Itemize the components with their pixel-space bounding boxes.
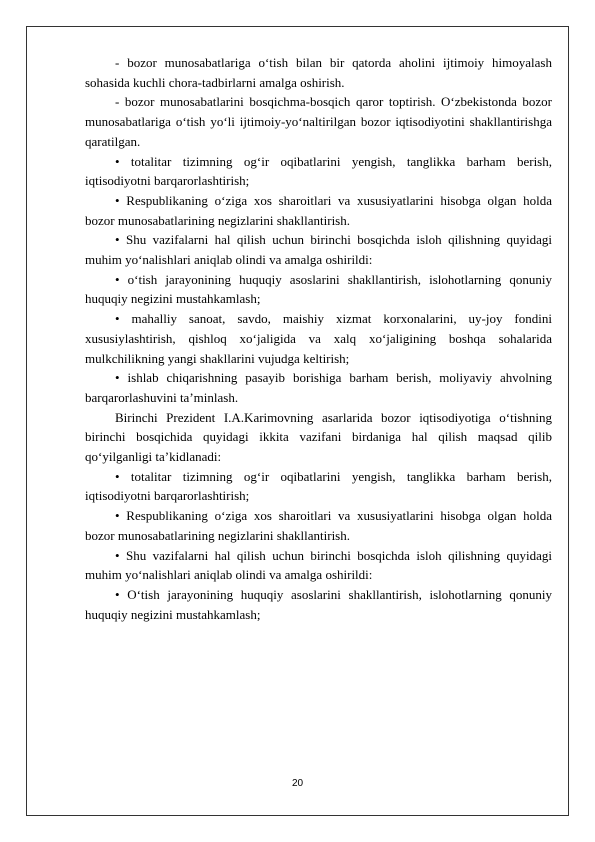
bullet-item: • O‘tish jarayonining huquqiy asoslarini shakllantirish, islohotlarning qonuniy huquqiy negizini mustahkamlash; — [85, 586, 552, 622]
paragraph-karimov: Birinchi Prezident I.A.Karimovning asarlarida bozor iqtisodiyotiga o‘tishning birinchi bosqichida quyidagi ikkita vazifani birdaniga hal qilish maqsad qilib qo‘yilganligi ta’kidlanadi: — [85, 409, 552, 465]
bullet-item: • Respublikaning o‘ziga xos sharoitlari va xususiyatlarini hisobga olgan holda bozor munosabatlarining negizlarini shakllantirish. — [85, 508, 552, 543]
bullet-item: • ishlab chiqarishning pasayib borishiga barham berish, moliyaviy ahvolning barqarorlashuvini ta’minlash. — [85, 370, 552, 405]
paragraph-1: - bozor munosabatlariga o‘tish bilan bir qatorda aholini ijtimoiy himoyalash sohasida kuchli chora-tadbirlarni amalga oshirish. — [85, 55, 552, 90]
page-number: 20 — [291, 778, 304, 789]
bullet-item: • mahalliy sanoat, savdo, maishiy xizmat korxonalarini, uy-joy fondini xususiylashtirish, qishloq xo‘jaligida va xalq xo‘jaligining boshqa sohalarida mulkchilikning yangi shakllarini vujudga keltirish; — [85, 311, 552, 366]
paragraph-2: - bozor munosabatlarini bosqichma-bosqich qaror toptirish. O‘zbekistonda bozor munosabatlariga o‘tish yo‘li ijtimoiy-yo‘naltirilgan bozor iqtisodiyotini shakllantirishga qaratilgan. — [85, 94, 552, 149]
document-body — [85, 53, 552, 624]
bullet-item: • Shu vazifalarni hal qilish uchun birinchi bosqichda isloh qilishning quyidagi muhim yo‘nalishlari aniqlab olindi va amalga oshirildi: — [85, 547, 552, 583]
bullet-item: • o‘tish jarayonining huquqiy asoslarini shakllantirish, islohotlarning qonuniy huquqiy negizini mustahkamlash; — [85, 271, 552, 307]
bullet-item: • Respublikaning o‘ziga xos sharoitlari va xususiyatlarini hisobga olgan holda bozor munosabatlarining negizlarini shakllantirish. — [85, 192, 552, 228]
bullet-item: • totalitar tizimning og‘ir oqibatlarini yengish, tanglikka barham berish, iqtisodiyotni barqarorlashtirish; — [85, 153, 552, 189]
bullet-item: • totalitar tizimning og‘ir oqibatlarini yengish, tanglikka barham berish, iqtisodiyotni barqarorlashtirish; — [85, 468, 552, 504]
bullet-item: • Shu vazifalarni hal qilish uchun birinchi bosqichda isloh qilishning quyidagi muhim yo‘nalishlari aniqlab olindi va amalga oshirildi: — [85, 232, 552, 268]
